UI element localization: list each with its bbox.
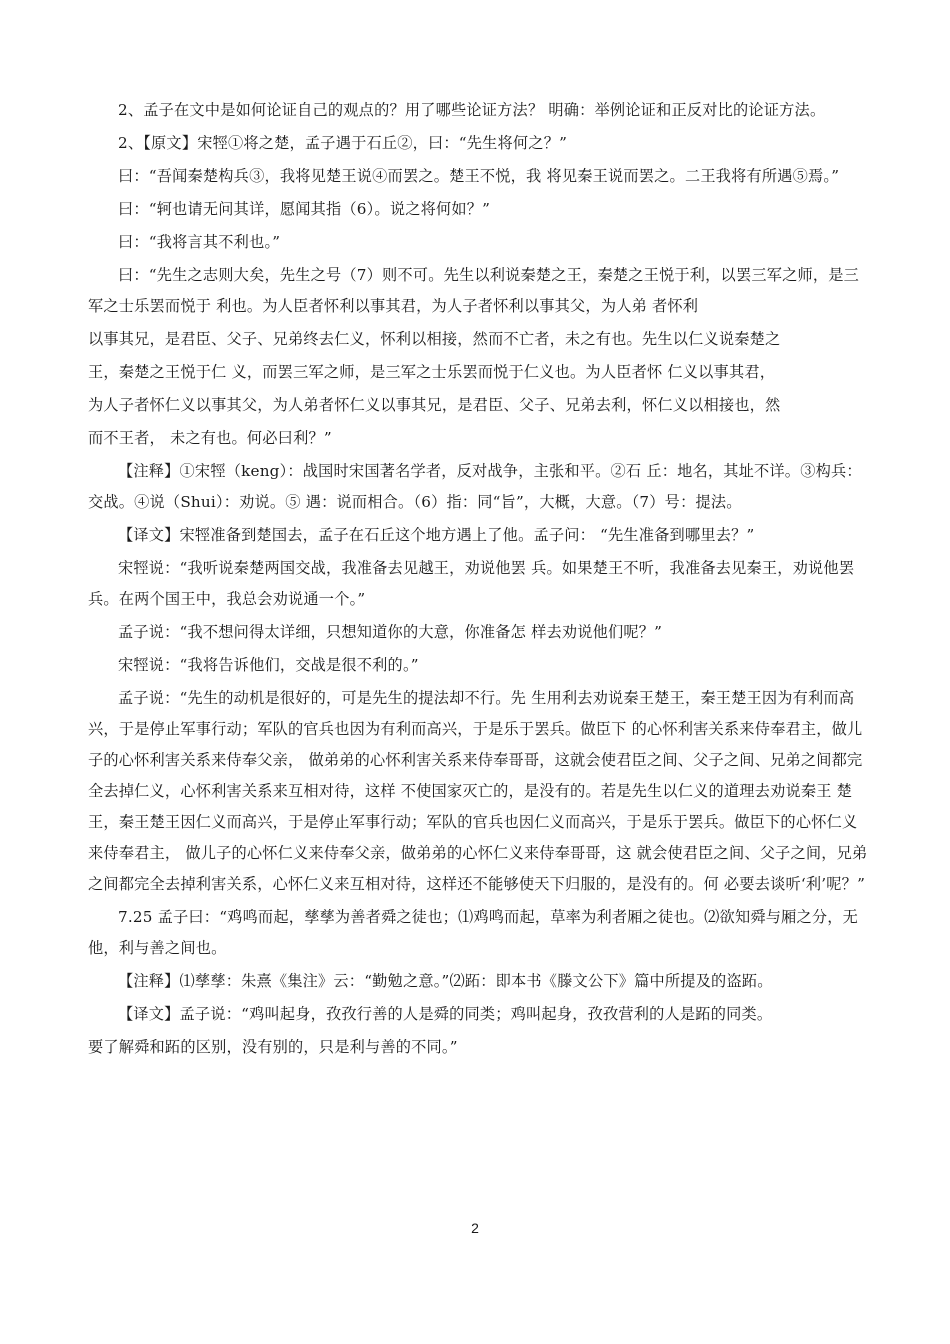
paragraph: 【注释】⑴孳孳：朱熹《集注》云：“勤勉之意。”⑵跖：即本书《滕文公下》篇中所提及的盗跖。 bbox=[118, 972, 773, 990]
paragraph: 曰：“先生之志则大矣，先生之号（7）则不可。先生以利说秦楚之王，秦楚之王悦于利，以罢三军之师，是三军之士乐罢而悦于 利也。为人臣者怀利以事其君，为人子者怀利以事其父，为人弟 者怀利 bbox=[88, 266, 860, 315]
paragraph: 而不王者， 未之有也。何必曰利？” bbox=[88, 429, 332, 447]
paragraph: 2、孟子在文中是如何论证自己的观点的？用了哪些论证方法？ 明确：举例论证和正反对比的论证方法。 bbox=[118, 101, 826, 119]
paragraph: 2、【原文】宋牼①将之楚，孟子遇于石丘②，曰：“先生将何之？” bbox=[118, 134, 568, 152]
paragraph: 曰：“吾闻秦楚构兵③，我将见楚王说④而罢之。楚王不悦，我 将见秦王说而罢之。二王我将有所遇⑤焉。” bbox=[118, 167, 840, 185]
paragraph: 要了解舜和跖的区别，没有别的，只是利与善的不同。” bbox=[88, 1038, 458, 1056]
paragraph: 宋牼说：“我听说秦楚两国交战，我准备去见越王，劝说他罢 兵。如果楚王不听，我准备去见秦王，劝说他罢兵。在两个国王中，我总会劝说通一个。” bbox=[88, 559, 855, 608]
paragraph: 孟子说：“先生的动机是很好的，可是先生的提法却不行。先 生用利去劝说秦王楚王，秦王楚王因为有利而高兴，于是停止军事行动；军队的官兵也因为有利而高兴，于是乐于罢兵。做臣下 的心怀利害关系来侍奉君主，做儿子的心怀利害关系来侍奉父亲， 做弟弟的心怀利害关系来侍奉哥哥，这就会使君臣之间、父子之间、兄弟之间都完全去掉仁义，心怀利害关系来互相对待，这样 不使国家灭亡的，是没有的。若是先生以仁义的道理去劝说秦王 楚王，秦王楚王因仁义而高兴，于是停止军事行动；军队的官兵也因仁义而高兴，于是乐于罢兵。做臣下的心怀仁义来侍奉君主， 做儿子的心怀仁义来侍奉父亲，做弟弟的心怀仁义来侍奉哥哥，这 就会使君臣之间、父子之间，兄弟之间都完全去掉利害关系，心怀仁义来互相对待，这样还不能够使天下归服的，是没有的。何 必要去谈听‘利’呢？” bbox=[88, 689, 868, 893]
paragraph: 曰：“轲也请无问其详，愿闻其指（6）。说之将何如？” bbox=[118, 200, 491, 218]
paragraph: 宋牼说：“我将告诉他们，交战是很不利的。” bbox=[118, 656, 419, 674]
paragraph: 孟子说：“我不想问得太详细，只想知道你的大意，你准备怎 样去劝说他们呢？” bbox=[118, 623, 663, 641]
paragraph: 曰：“我将言其不利也。” bbox=[118, 233, 281, 251]
paragraph: 以事其兄，是君臣、父子、兄弟终去仁义，怀利以相接，然而不亡者，未之有也。先生以仁义说秦楚之 bbox=[88, 330, 781, 348]
page-number: 2 bbox=[471, 1220, 479, 1236]
paragraph: 【译文】孟子说：“鸡叫起身，孜孜行善的人是舜的同类；鸡叫起身，孜孜营利的人是跖的同类。 bbox=[118, 1005, 773, 1023]
paragraph: 【注释】①宋牼（keng）：战国时宋国著名学者，反对战争，主张和平。②石 丘：地名，其址不详。③构兵：交战。④说（Shui）：劝说。⑤ 遇：说而相合。（6）指：同“旨”，大概，大意。（7）号：提法。 bbox=[88, 462, 862, 511]
paragraph: 【译文】宋牼准备到楚国去，孟子在石丘这个地方遇上了他。孟子问： “先生准备到哪里去？” bbox=[118, 526, 755, 544]
paragraph: 7.25 孟子曰：“鸡鸣而起，孳孳为善者舜之徒也；⑴鸡鸣而起，草率为利者厢之徒也。⑵欲知舜与厢之分，无他，利与善之间也。 bbox=[88, 908, 859, 957]
paragraph: 王，秦楚之王悦于仁 义，而罢三军之师，是三军之士乐罢而悦于仁义也。为人臣者怀 仁义以事其君， bbox=[88, 363, 776, 381]
paragraph: 为人子者怀仁义以事其父，为人弟者怀仁义以事其兄，是君臣、父子、兄弟去利，怀仁义以相接也，然 bbox=[88, 396, 781, 414]
text-body bbox=[88, 95, 870, 1065]
